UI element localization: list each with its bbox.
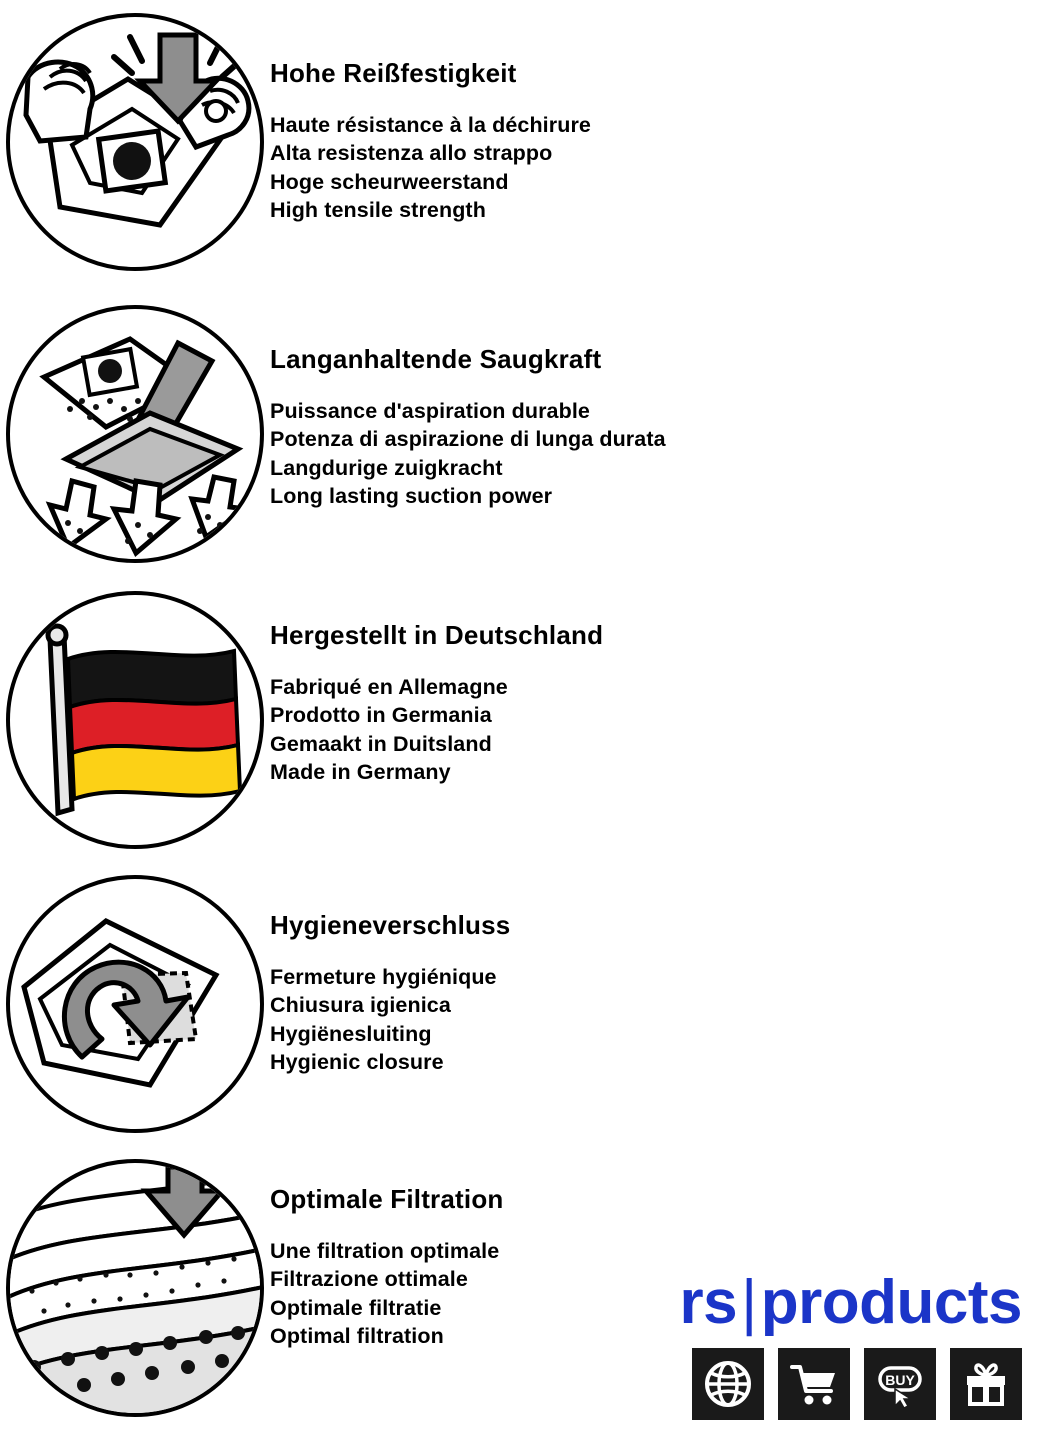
brand-logo <box>634 1268 1022 1337</box>
feature-line-nl: Optimale filtratie <box>270 1295 442 1320</box>
multi-layer-filtration-icon <box>6 1159 264 1417</box>
feature-text <box>270 292 1040 511</box>
icon-slot <box>0 0 270 284</box>
hands-tearing-dustbag-icon <box>6 13 264 271</box>
svg-text:BUY: BUY <box>885 1372 915 1388</box>
feature-line-it: Alta resistenza allo strappo <box>270 141 553 166</box>
feature-line-nl: Langdurige zuigkracht <box>270 455 503 480</box>
feature-row-hygienic-closure <box>0 862 1040 1146</box>
feature-line-it: Filtrazione ottimale <box>270 1267 468 1292</box>
feature-row-suction-power <box>0 292 1040 578</box>
brand-separator: | <box>741 1268 757 1337</box>
feature-title: Hergestellt in Deutschland <box>270 620 604 650</box>
shopping-cart-icon[interactable] <box>778 1348 850 1420</box>
feature-line-en: High tensile strength <box>270 198 486 223</box>
feature-line-it: Potenza di aspirazione di lunga durata <box>270 427 666 452</box>
german-flag-icon <box>6 591 264 849</box>
feature-line-en: Made in Germany <box>270 760 451 785</box>
feature-title: Hohe Reißfestigkeit <box>270 58 517 88</box>
feature-line-nl: Gemaakt in Duitsland <box>270 731 492 756</box>
feature-row-tensile-strength <box>0 0 1040 292</box>
icon-slot <box>0 862 270 1146</box>
feature-text <box>270 862 1040 1077</box>
feature-title: Hygieneverschluss <box>270 910 511 940</box>
feature-line-fr: Fabriqué en Allemagne <box>270 675 508 699</box>
brand-name-part1: rs <box>679 1268 738 1337</box>
feature-line-en: Long lasting suction power <box>270 484 553 509</box>
feature-line-nl: Hoge scheurweerstand <box>270 169 509 194</box>
feature-line-nl: Hygiënesluiting <box>270 1021 432 1046</box>
hygienic-closure-arrow-icon <box>6 875 264 1133</box>
feature-row-made-in-germany <box>0 578 1040 862</box>
feature-title: Langanhaltende Saugkraft <box>270 344 602 374</box>
feature-line-fr: Fermeture hygiénique <box>270 965 497 989</box>
feature-line-en: Hygienic closure <box>270 1050 444 1075</box>
brand-icon-row <box>634 1348 1022 1420</box>
buy-button-icon[interactable] <box>864 1348 936 1420</box>
feature-title: Optimale Filtration <box>270 1184 504 1214</box>
feature-line-fr: Une filtration optimale <box>270 1239 500 1263</box>
feature-line-fr: Puissance d'aspiration durable <box>270 399 590 423</box>
globe-icon[interactable] <box>692 1348 764 1420</box>
brand-name-part2: products <box>760 1268 1022 1337</box>
icon-slot <box>0 292 270 576</box>
feature-text <box>270 578 1040 787</box>
gift-box-icon[interactable] <box>950 1348 1022 1420</box>
brand-block <box>634 1268 1022 1420</box>
feature-text <box>270 0 1040 225</box>
icon-slot <box>0 578 270 862</box>
icon-slot <box>0 1146 270 1430</box>
feature-line-en: Optimal filtration <box>270 1324 444 1349</box>
feature-line-it: Chiusura igienica <box>270 993 451 1018</box>
vacuum-nozzle-suction-icon <box>6 305 264 563</box>
feature-line-it: Prodotto in Germania <box>270 703 492 728</box>
feature-line-fr: Haute résistance à la déchirure <box>270 113 591 137</box>
